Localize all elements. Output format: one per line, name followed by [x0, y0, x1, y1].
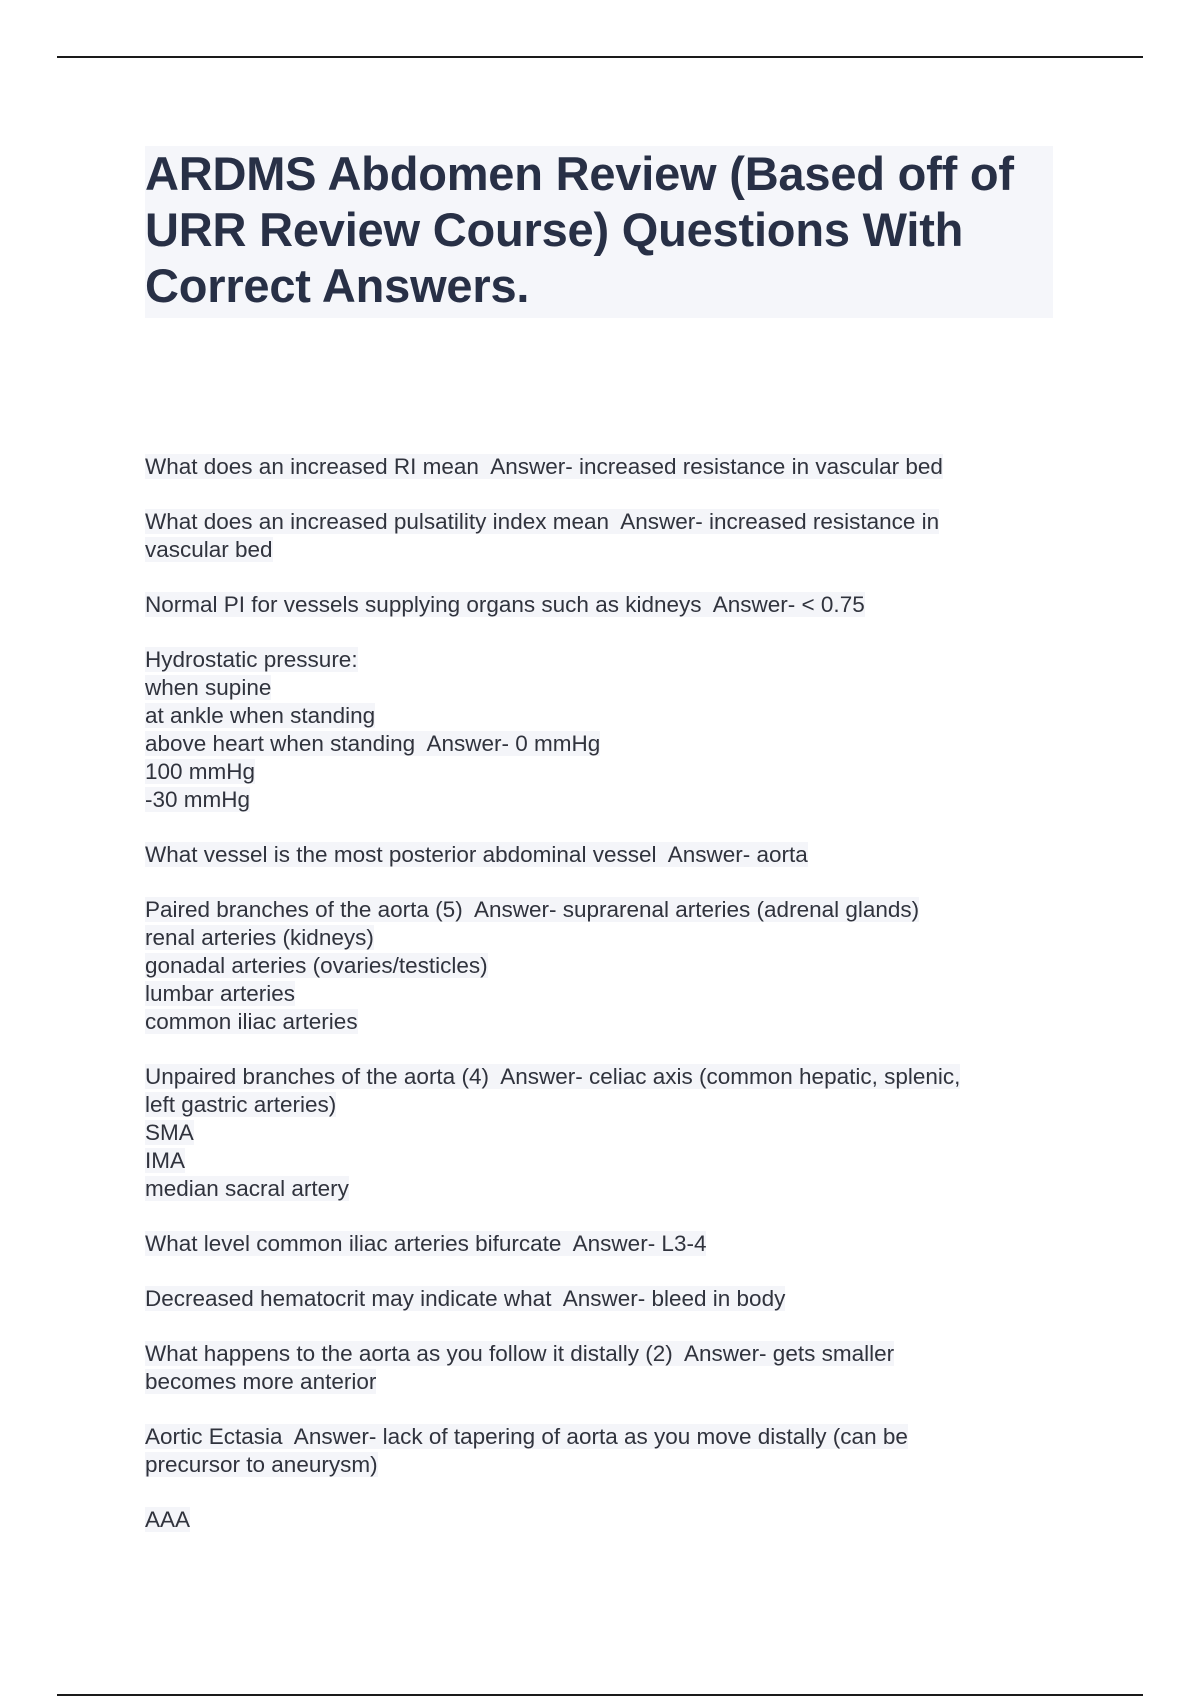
qa-line-text: What does an increased pulsatility index mean Answer- increased resistance in [145, 509, 940, 534]
qa-line-text: left gastric arteries) [145, 1092, 337, 1117]
qa-line [145, 1063, 1055, 1091]
qa-item [145, 1423, 1055, 1479]
qa-list [145, 453, 1055, 1561]
qa-line [145, 980, 1055, 1008]
qa-item [145, 1063, 1055, 1203]
qa-line-text: precursor to aneurysm) [145, 1452, 378, 1477]
qa-line [145, 1423, 1055, 1451]
qa-line [145, 1175, 1055, 1203]
qa-line [145, 1368, 1055, 1396]
qa-line [145, 674, 1055, 702]
qa-line [145, 1091, 1055, 1119]
qa-line [145, 508, 1055, 536]
qa-line-text: 100 mmHg [145, 759, 256, 784]
qa-item [145, 1230, 1055, 1258]
qa-line-text: lumbar arteries [145, 981, 296, 1006]
qa-line [145, 730, 1055, 758]
qa-line-text: What does an increased RI mean Answer- increased resistance in vascular bed [145, 454, 943, 479]
qa-line [145, 646, 1055, 674]
qa-line-text: Hydrostatic pressure: [145, 647, 358, 672]
qa-line-text: IMA [145, 1148, 186, 1173]
qa-line [145, 702, 1055, 730]
qa-item [145, 1285, 1055, 1313]
qa-item [145, 591, 1055, 619]
qa-line [145, 1147, 1055, 1175]
qa-item [145, 508, 1055, 564]
qa-line-text: Paired branches of the aorta (5) Answer- suprarenal arteries (adrenal glands) [145, 897, 920, 922]
qa-line [145, 536, 1055, 564]
qa-line [145, 952, 1055, 980]
qa-line-text: What vessel is the most posterior abdominal vessel Answer- aorta [145, 842, 808, 867]
qa-line-text: above heart when standing Answer- 0 mmHg [145, 731, 601, 756]
qa-line [145, 1451, 1055, 1479]
qa-line-text: renal arteries (kidneys) [145, 925, 374, 950]
qa-line-text: -30 mmHg [145, 787, 251, 812]
qa-line-text: gonadal arteries (ovaries/testicles) [145, 953, 488, 978]
footer-rule [57, 1694, 1143, 1696]
qa-item [145, 646, 1055, 814]
qa-line-text: What happens to the aorta as you follow it distally (2) Answer- gets smaller [145, 1341, 895, 1366]
qa-line-text: Unpaired branches of the aorta (4) Answer- celiac axis (common hepatic, splenic, [145, 1064, 961, 1089]
qa-line-text: when supine [145, 675, 272, 700]
qa-line [145, 1230, 1055, 1258]
qa-line-text: Normal PI for vessels supplying organs such as kidneys Answer- < 0.75 [145, 592, 865, 617]
document-title: ARDMS Abdomen Review (Based off of URR Review Course) Questions With Correct Answers. [145, 147, 1014, 312]
qa-line-text: median sacral artery [145, 1176, 349, 1201]
qa-line-text: at ankle when standing [145, 703, 376, 728]
qa-line [145, 758, 1055, 786]
qa-line [145, 591, 1055, 619]
qa-line [145, 453, 1055, 481]
qa-line [145, 1285, 1055, 1313]
qa-line [145, 1506, 1055, 1534]
qa-line [145, 1119, 1055, 1147]
qa-line-text: AAA [145, 1507, 191, 1532]
qa-line-text: What level common iliac arteries bifurcate Answer- L3-4 [145, 1231, 707, 1256]
qa-item [145, 1340, 1055, 1396]
qa-line-text: vascular bed [145, 537, 273, 562]
qa-line [145, 1340, 1055, 1368]
qa-line-text: Decreased hematocrit may indicate what Answer- bleed in body [145, 1286, 786, 1311]
qa-line-text: Aortic Ectasia Answer- lack of tapering of aorta as you move distally (can be [145, 1424, 908, 1449]
qa-item [145, 841, 1055, 869]
qa-item [145, 453, 1055, 481]
qa-item [145, 1506, 1055, 1534]
title-block [145, 146, 1053, 318]
qa-item [145, 896, 1055, 1036]
qa-line-text: becomes more anterior [145, 1369, 377, 1394]
qa-line [145, 841, 1055, 869]
header-rule [57, 56, 1143, 58]
qa-line [145, 896, 1055, 924]
qa-line-text: SMA [145, 1120, 194, 1145]
qa-line [145, 1008, 1055, 1036]
qa-line [145, 786, 1055, 814]
qa-line [145, 924, 1055, 952]
qa-line-text: common iliac arteries [145, 1009, 358, 1034]
